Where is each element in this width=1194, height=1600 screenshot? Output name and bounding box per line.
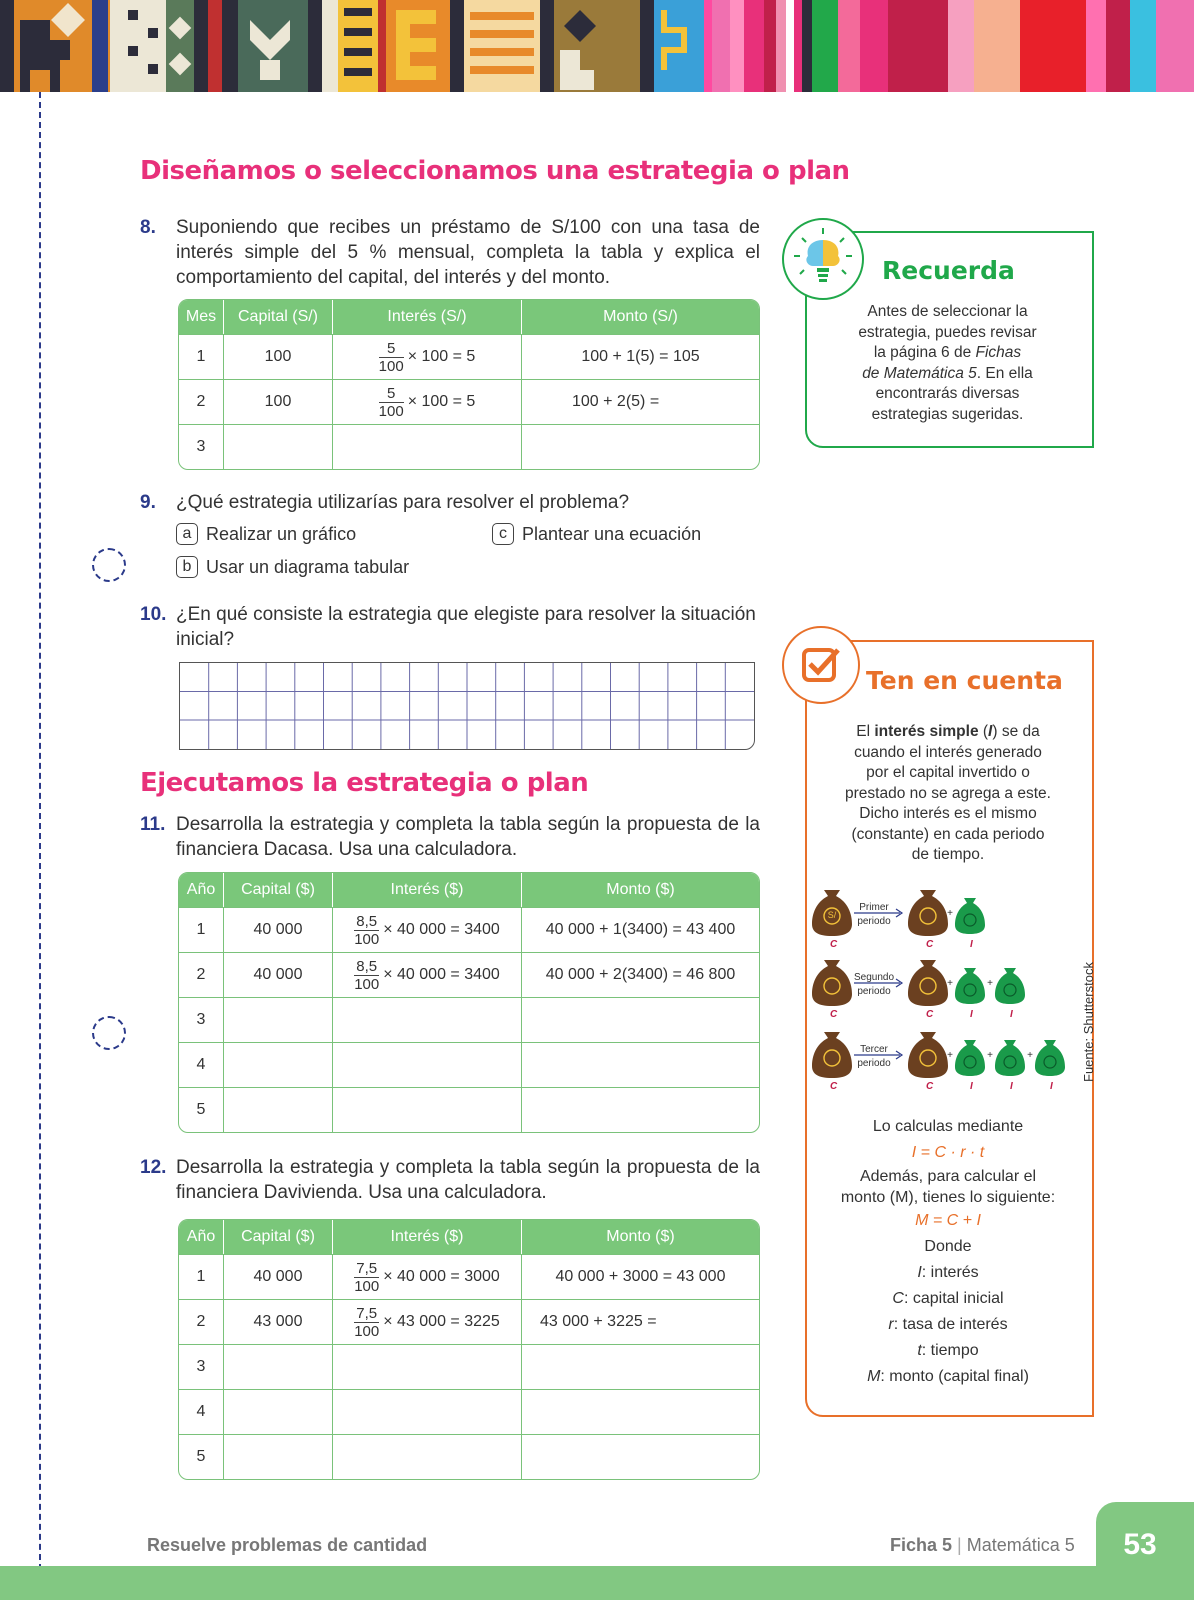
cell-interest[interactable] [333,997,522,1042]
cell-capital[interactable] [224,424,333,469]
cell-capital[interactable] [224,1344,333,1389]
table-row [179,1434,759,1479]
cell-amount[interactable]: 43 000 + 3225 = [522,1299,759,1344]
option-b[interactable] [176,556,409,578]
option-c[interactable] [492,523,701,545]
table-header: Interés ($) [333,1220,522,1254]
cell-amount[interactable] [522,1434,759,1479]
cell-capital[interactable]: 40 000 [224,907,333,952]
svg-text:I: I [970,939,973,950]
table-header: Monto (S/) [522,300,759,334]
cell-amount[interactable]: 100 + 2(5) = [522,379,759,424]
formula-section: Lo calculas mediante I = C · r · t Además, para calcular el monto (M), tienes lo siguiente: M = C + I Donde I: interés C: capital inicial r: tasa de interés t: tiempo M: monto (capital final) [822,1114,1074,1390]
cell-capital[interactable] [224,997,333,1042]
table-row [179,997,759,1042]
cell-month: 2 [179,379,224,424]
option-text: Realizar un gráfico [206,523,357,544]
table-dacasa [178,872,760,1133]
cell-year: 1 [179,907,224,952]
svg-text:+: + [1027,1050,1033,1061]
cell-month: 1 [179,334,224,379]
table-row [179,1087,759,1132]
table-row [179,1344,759,1389]
table-header: Monto ($) [522,1220,759,1254]
cell-amount[interactable] [522,424,759,469]
table-row [179,1389,759,1434]
cell-interest[interactable] [333,1344,522,1389]
cell-capital[interactable] [224,1087,333,1132]
table-row [179,952,759,997]
cell-capital[interactable]: 100 [224,379,333,424]
formula-amount: M = C + I [915,1212,981,1229]
cell-amount[interactable] [522,1087,759,1132]
option-a[interactable] [176,523,356,545]
cell-interest[interactable] [333,1042,522,1087]
fraction: $\frac{8,5}{100}$ [354,957,380,993]
question-12 [140,1155,760,1205]
svg-text:S/: S/ [827,910,837,920]
cell-year: 1 [179,1254,224,1299]
svg-text:C: C [926,1081,934,1092]
formula-interest: I = C · r · t [911,1144,985,1161]
svg-text:Primer: Primer [859,902,889,913]
cell-interest[interactable] [333,1434,522,1479]
cell-capital[interactable]: 43 000 [224,1299,333,1344]
table-header: Año [179,873,224,907]
svg-text:Segundo: Segundo [853,972,895,983]
svg-text:I: I [1050,1081,1053,1092]
table-header: Interés ($) [333,873,522,907]
option-text: Usar un diagrama tabular [206,556,410,577]
recuerda-title: Recuerda [882,256,1015,285]
cell-month: 3 [179,424,224,469]
cell-year: 3 [179,997,224,1042]
table-header: Capital ($) [224,873,333,907]
simple-interest-definition: El interés simple (I) se da cuando el interés generado por el capital invertido o prestado no se agrega a este. Dicho interés es el mismo (constante) en cada periodo de tiempo. [845,723,1051,863]
svg-text:+: + [987,978,993,989]
money-bags-illustration [812,882,1072,1097]
cell-amount[interactable]: 40 000 + 2(3400) = 46 800 [522,952,759,997]
fraction: $\frac{8,5}{100}$ [354,912,380,948]
cell-interest[interactable]: $\frac{7,5}{100}$ × 40 000 = 3000 [333,1254,522,1299]
textile-pattern-image [0,0,1194,92]
cell-capital[interactable]: 100 [224,334,333,379]
svg-text:+: + [987,1050,993,1061]
page-number: 53 [1123,1528,1157,1561]
cell-year: 5 [179,1434,224,1479]
fraction: $\frac{7,5}{100}$ [354,1304,380,1340]
cell-capital[interactable] [224,1042,333,1087]
cell-year: 4 [179,1042,224,1087]
cell-interest[interactable] [333,1087,522,1132]
question-text: ¿En qué consiste la estrategia que elegiste para resolver la situación inicial? [176,604,756,650]
footer-bar [0,1566,1194,1600]
table-davivienda [178,1219,760,1480]
margin-dashed-circle [92,1016,126,1050]
question-8 [140,215,760,290]
cell-amount[interactable] [522,1344,759,1389]
table-header: Interés (S/) [333,300,522,334]
cell-interest[interactable] [333,1389,522,1434]
table-row [179,334,759,379]
fraction: $\frac{5}{100}$ [378,384,404,420]
checkbox-icon [782,626,860,704]
question-number: 8. [140,217,156,238]
question-text: ¿Qué estrategia utilizarías para resolver el problema? [176,492,630,513]
question-text: Desarrolla la estrategia y completa la tabla según la propuesta de la financiera Dacasa. Usa una calculadora. [176,814,760,860]
cell-amount[interactable] [522,1389,759,1434]
cell-capital[interactable]: 40 000 [224,952,333,997]
fraction: $\frac{5}{100}$ [378,339,404,375]
option-letter: c [492,523,514,545]
section-title-execute: Ejecutamos la estrategia o plan [140,768,589,798]
cell-amount[interactable]: 100 + 1(5) = 105 [522,334,759,379]
svg-text:+: + [947,978,953,989]
svg-text:+: + [947,908,953,919]
svg-text:C: C [830,1081,838,1092]
cell-capital[interactable] [224,1389,333,1434]
table-header: Capital (S/) [224,300,333,334]
table-row [179,424,759,469]
cell-capital[interactable]: 40 000 [224,1254,333,1299]
margin-dashed-circle [92,548,126,582]
option-letter: a [176,523,198,545]
svg-text:C: C [830,1009,838,1020]
cell-year: 4 [179,1389,224,1434]
svg-text:Tercer: Tercer [860,1044,888,1055]
cell-interest[interactable]: $\frac{8,5}{100}$ × 40 000 = 3400 [333,907,522,952]
question-number: 11. [140,814,166,835]
cell-year: 5 [179,1087,224,1132]
table-row [179,1254,759,1299]
svg-text:I: I [1010,1081,1013,1092]
cell-interest[interactable] [333,424,522,469]
answer-grid[interactable] [179,662,755,750]
grid-lines [180,663,754,749]
cell-capital[interactable] [224,1434,333,1479]
table-header: Capital ($) [224,1220,333,1254]
svg-text:periodo: periodo [857,986,891,997]
cell-interest[interactable]: $\frac{8,5}{100}$ × 40 000 = 3400 [333,952,522,997]
svg-text:I: I [1010,1009,1013,1020]
svg-text:C: C [830,939,838,950]
cell-amount[interactable]: 40 000 + 3000 = 43 000 [522,1254,759,1299]
cell-amount[interactable] [522,1042,759,1087]
table-header: Año [179,1220,224,1254]
table-header: Mes [179,300,224,334]
table-row [179,379,759,424]
ten-en-cuenta-title: Ten en cuenta [866,666,1063,695]
cell-interest[interactable]: $\frac{7,5}{100}$ × 43 000 = 3225 [333,1299,522,1344]
cell-year: 2 [179,952,224,997]
cell-amount[interactable]: 40 000 + 1(3400) = 43 400 [522,907,759,952]
question-text: Desarrolla la estrategia y completa la tabla según la propuesta de la financiera Davivienda. Usa una calculadora. [176,1157,760,1203]
option-text: Plantear una ecuación [522,523,702,544]
cell-interest[interactable]: $\frac{5}{100}$ × 100 = 5 [333,379,522,424]
svg-text:periodo: periodo [857,916,891,927]
question-number: 12. [140,1157,167,1178]
option-letter: b [176,556,198,578]
cell-year: 3 [179,1344,224,1389]
header-textile-banner [0,0,1194,92]
svg-text:I: I [970,1081,973,1092]
image-source-credit: Fuente: Shutterstock [1081,962,1096,1082]
question-9 [140,490,760,515]
cell-interest[interactable]: $\frac{5}{100}$ × 100 = 5 [333,334,522,379]
table-row [179,1299,759,1344]
question-text: Suponiendo que recibes un préstamo de S/100 con una tasa de interés simple del 5 % mensual, completa la tabla y explica el comportamiento del capital, del interés y del monto. [176,217,760,288]
recuerda-text: Antes de seleccionar la estrategia, puedes revisar la página 6 de Fichas de Matemática 5. En ella encontrarás diversas estrategias sugeridas. [858,303,1037,423]
footer-competency: Resuelve problemas de cantidad [147,1535,428,1555]
margin-dashed-line [39,92,41,1600]
svg-text:I: I [970,1009,973,1020]
svg-text:C: C [926,1009,934,1020]
svg-text:periodo: periodo [857,1058,891,1069]
table-header: Monto ($) [522,873,759,907]
fraction: $\frac{7,5}{100}$ [354,1259,380,1295]
cell-amount[interactable] [522,997,759,1042]
section-title-strategy: Diseñamos o seleccionamos una estrategia o plan [140,156,850,186]
svg-text:C: C [926,939,934,950]
table-monthly-interest [178,299,760,470]
question-number: 9. [140,492,156,513]
cell-year: 2 [179,1299,224,1344]
question-number: 10. [140,604,167,625]
question-10 [140,602,760,652]
svg-text:+: + [947,1050,953,1061]
table-row [179,1042,759,1087]
question-11 [140,812,760,862]
brain-bulb-icon [782,218,864,300]
footer-book-info: Ficha 5 | Matemática 5 [890,1535,1075,1555]
table-row [179,907,759,952]
